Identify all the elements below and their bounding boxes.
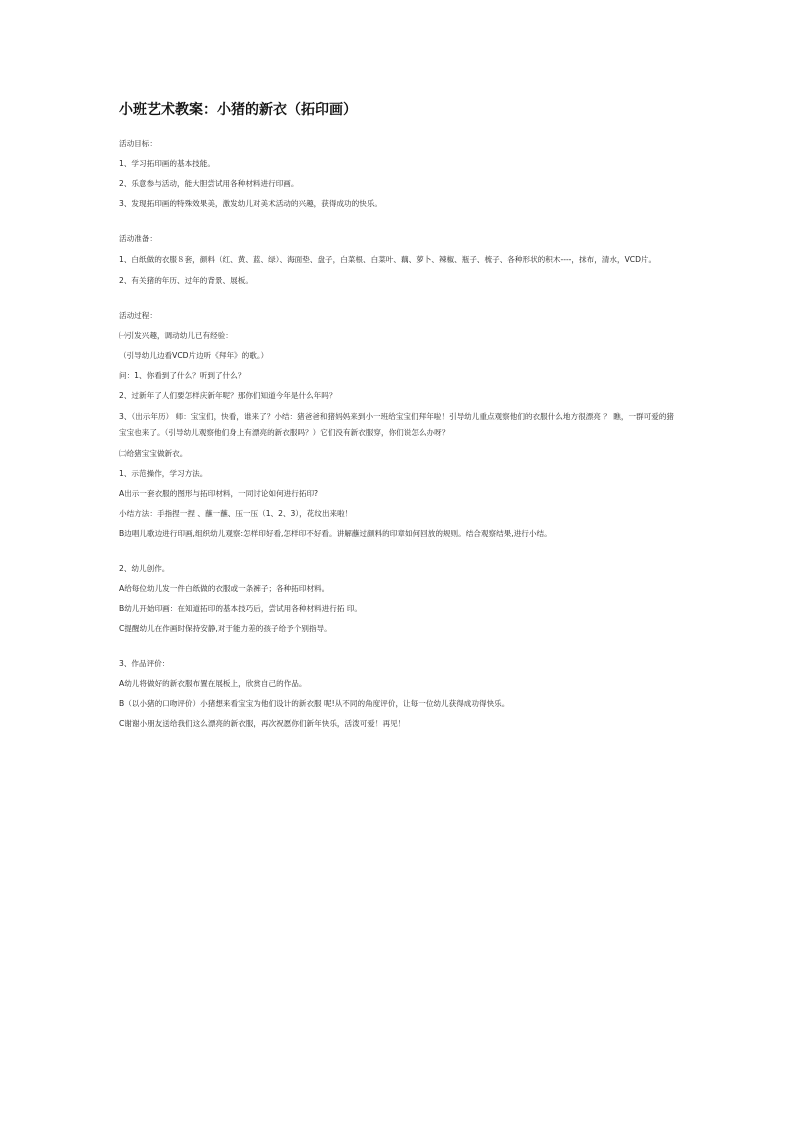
process-step: B边唱儿歌边进行印画,组织幼儿观察:怎样印好看,怎样印不好看。讲解蘸过颜料的印章如何回放的规则。结合观察结果,进行小结。 (119, 529, 552, 538)
process-heading: 活动过程： (119, 311, 157, 320)
evaluation-item: A幼儿将做好的新衣服布置在展板上，欣赏自己的作品。 (119, 679, 307, 688)
objective-item: 2、乐意参与活动，能大胆尝试用各种材料进行印画。 (119, 179, 299, 188)
process-step: A出示一套衣服的图形与拓印材料，一同讨论如何进行拓印? (119, 489, 319, 498)
objective-item: 3、发现拓印画的特殊效果美，激发幼儿对美术活动的兴趣，获得成功的快乐。 (119, 199, 383, 208)
process-step: 小结方法：手指捏一捏 、蘸一蘸、压一压（1、2、3），花纹出来啦！ (119, 509, 353, 518)
process-step: （引导幼儿边看VCD片边听《拜年》的歌。） (119, 351, 269, 360)
section-preparation (119, 229, 679, 291)
preparation-item: 2、有关猪的年历、过年的背景、展板。 (119, 276, 253, 285)
section-creation (119, 559, 679, 639)
creation-heading: 2、幼儿创作。 (119, 564, 170, 573)
preparation-heading: 活动准备： (119, 234, 157, 243)
process-step: ㈠引发兴趣，调动幼儿已有经验： (119, 331, 233, 340)
creation-item: A给每位幼儿发一件白纸做的衣服或一条裤子；各种拓印材料。 (119, 584, 330, 593)
section-gap (119, 291, 679, 306)
evaluation-item: C谢谢小朋友送给我们这么漂亮的新衣服，再次祝愿你们新年快乐，活泼可爱！再见！ (119, 719, 406, 728)
evaluation-heading: 3、作品评价： (119, 659, 170, 668)
evaluation-item: B（以小猪的口吻评价）小猪想来看宝宝为他们设计的新衣服 呢!从不同的角度评价，让每一位幼儿获得成功得快乐。 (119, 699, 510, 708)
objectives-heading: 活动目标： (119, 139, 157, 148)
section-evaluation (119, 654, 679, 734)
objective-item: 1、学习拓印画的基本技能。 (119, 159, 215, 168)
section-gap (119, 544, 679, 559)
process-step: 1、示范操作，学习方法。 (119, 469, 208, 478)
document-title: 小班艺术教案：小猪的新衣（拓印画） (119, 102, 357, 118)
document-page (119, 100, 679, 734)
process-step: 问：1、你看到了什么？听到了什么？ (119, 371, 246, 380)
process-step: 3、（出示年历） 师：宝宝们，快看，谁来了？小结：猪爸爸和猪妈妈来到小一班给宝宝们拜年啦！引导幼儿重点观察他们的衣服什么地方很漂亮 ？ 瞧，一群可爱的猪宝宝也来了。（引导幼儿观察他们身上有漂亮的新衣服吗？）它们没有新衣服穿，你们说怎么办呀？ (119, 412, 675, 437)
preparation-item: 1、白纸做的衣服８套，颜料（红、黄、蓝、绿）、海面垫、盘子，白菜根、白菜叶、藕、萝卜、辣椒、瓶子、梳子、各种形状的积木----，抹布，清水，VCD片。 (119, 255, 657, 264)
section-process (119, 306, 679, 544)
creation-item: C提醒幼儿在作画时保持安静,对于能力差的孩子给予个别指导。 (119, 624, 332, 633)
section-objectives (119, 134, 679, 214)
process-step: ㈡给猪宝宝做新衣。 (119, 449, 188, 458)
process-step: 2、过新年了人们要怎样庆新年呢？那你们知道今年是什么年吗？ (119, 391, 337, 400)
section-gap (119, 214, 679, 229)
creation-item: B幼儿开始印画：在知道拓印的基本技巧后，尝试用各种材料进行拓 印。 (119, 604, 363, 613)
section-gap (119, 639, 679, 654)
